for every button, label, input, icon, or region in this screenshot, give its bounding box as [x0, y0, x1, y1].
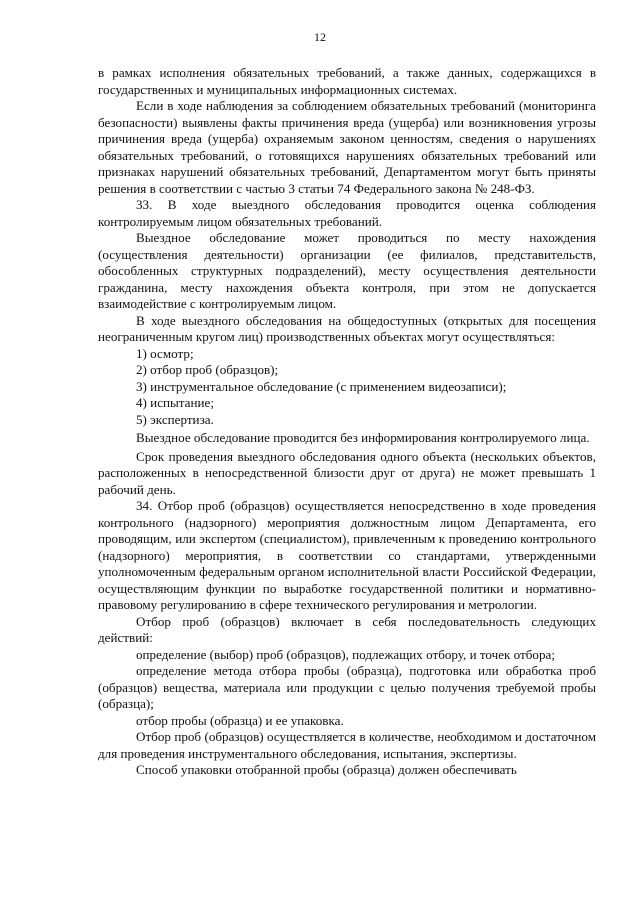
- paragraph: определение метода отбора пробы (образца), подготовка или обработка проб (образцов) вещества, материала или продукции с целью получения требуемой пробы (образца);: [98, 663, 596, 711]
- paragraph: Отбор проб (образцов) осуществляется в количестве, необходимом и достаточном для проведения инструментального обследования, испытания, экспертизы.: [98, 729, 596, 761]
- document-body: [98, 65, 596, 779]
- list-item: 5) экспертиза.: [136, 411, 214, 427]
- list-item: 4) испытание;: [136, 395, 214, 410]
- list-item: 1) осмотр;: [136, 345, 194, 361]
- paragraph: Отбор проб (образцов) включает в себя последовательность следующих действий:: [98, 613, 596, 645]
- page-number: 12: [314, 30, 326, 44]
- paragraph: Выездное обследование может проводиться по месту нахождения (осуществления деятельности) организации (ее филиалов, представительств, обособленных структурных подразделений), месту осуществления деятельности гражданина, месту нахождения объекта контроля, при этом не допускается взаимодействие с контролируемым лицом.: [98, 230, 596, 311]
- paragraph: в рамках исполнения обязательных требований, а также данных, содержащихся в государственных и муниципальных информационных системах.: [98, 65, 596, 97]
- paragraph: отбор пробы (образца) и ее упаковка.: [136, 712, 344, 728]
- paragraph: 34. Отбор проб (образцов) осуществляется непосредственно в ходе проведения контрольного (надзорного) мероприятия должностным лицом Департамента, его проводящим, или экспертом (специалистом), привлеченным к проведению контрольного (надзорного) мероприятия, в соответствии со стандартами, утвержденными уполномоченным федеральным органом исполнительной власти Российской Федерации, осуществляющим функции по выработке государственной политики и нормативно-правовому регулированию в сфере технического регулирования и метрологии.: [98, 498, 596, 612]
- list-item: 2) отбор проб (образцов);: [136, 362, 279, 377]
- list-item: 3) инструментальное обследование (с применением видеозаписи);: [136, 378, 507, 394]
- paragraph: Способ упаковки отобранной пробы (образца) должен обеспечивать: [136, 762, 517, 777]
- paragraph: Если в ходе наблюдения за соблюдением обязательных требований (мониторинга безопасности) выявлены факты причинения вреда (ущерба) или возникновения угрозы причинения вреда (ущерба) охраняемым законом ценностям, сведения о нарушениях обязательных требований, о готовящихся нарушениях обязательных требований или признаках нарушений обязательных требований, Департаментом могут быть приняты решения в соответствии с частью 3 статьи 74 Федерального закона № 248-ФЗ.: [98, 98, 596, 196]
- paragraph: 33. В ходе выездного обследования проводится оценка соблюдения контролируемым лицом обязательных требований.: [98, 197, 596, 229]
- paragraph: определение (выбор) проб (образцов), подлежащих отбору, и точек отбора;: [136, 646, 555, 662]
- paragraph: В ходе выездного обследования на общедоступных (открытых для посещения неограниченным кругом лиц) производственных объектах могут осуществляться:: [98, 312, 596, 344]
- paragraph: Выездное обследование проводится без информирования контролируемого лица.: [136, 430, 590, 445]
- paragraph: Срок проведения выездного обследования одного объекта (нескольких объектов, расположенных в непосредственной близости друг от друга) не может превышать 1 рабочий день.: [98, 448, 596, 497]
